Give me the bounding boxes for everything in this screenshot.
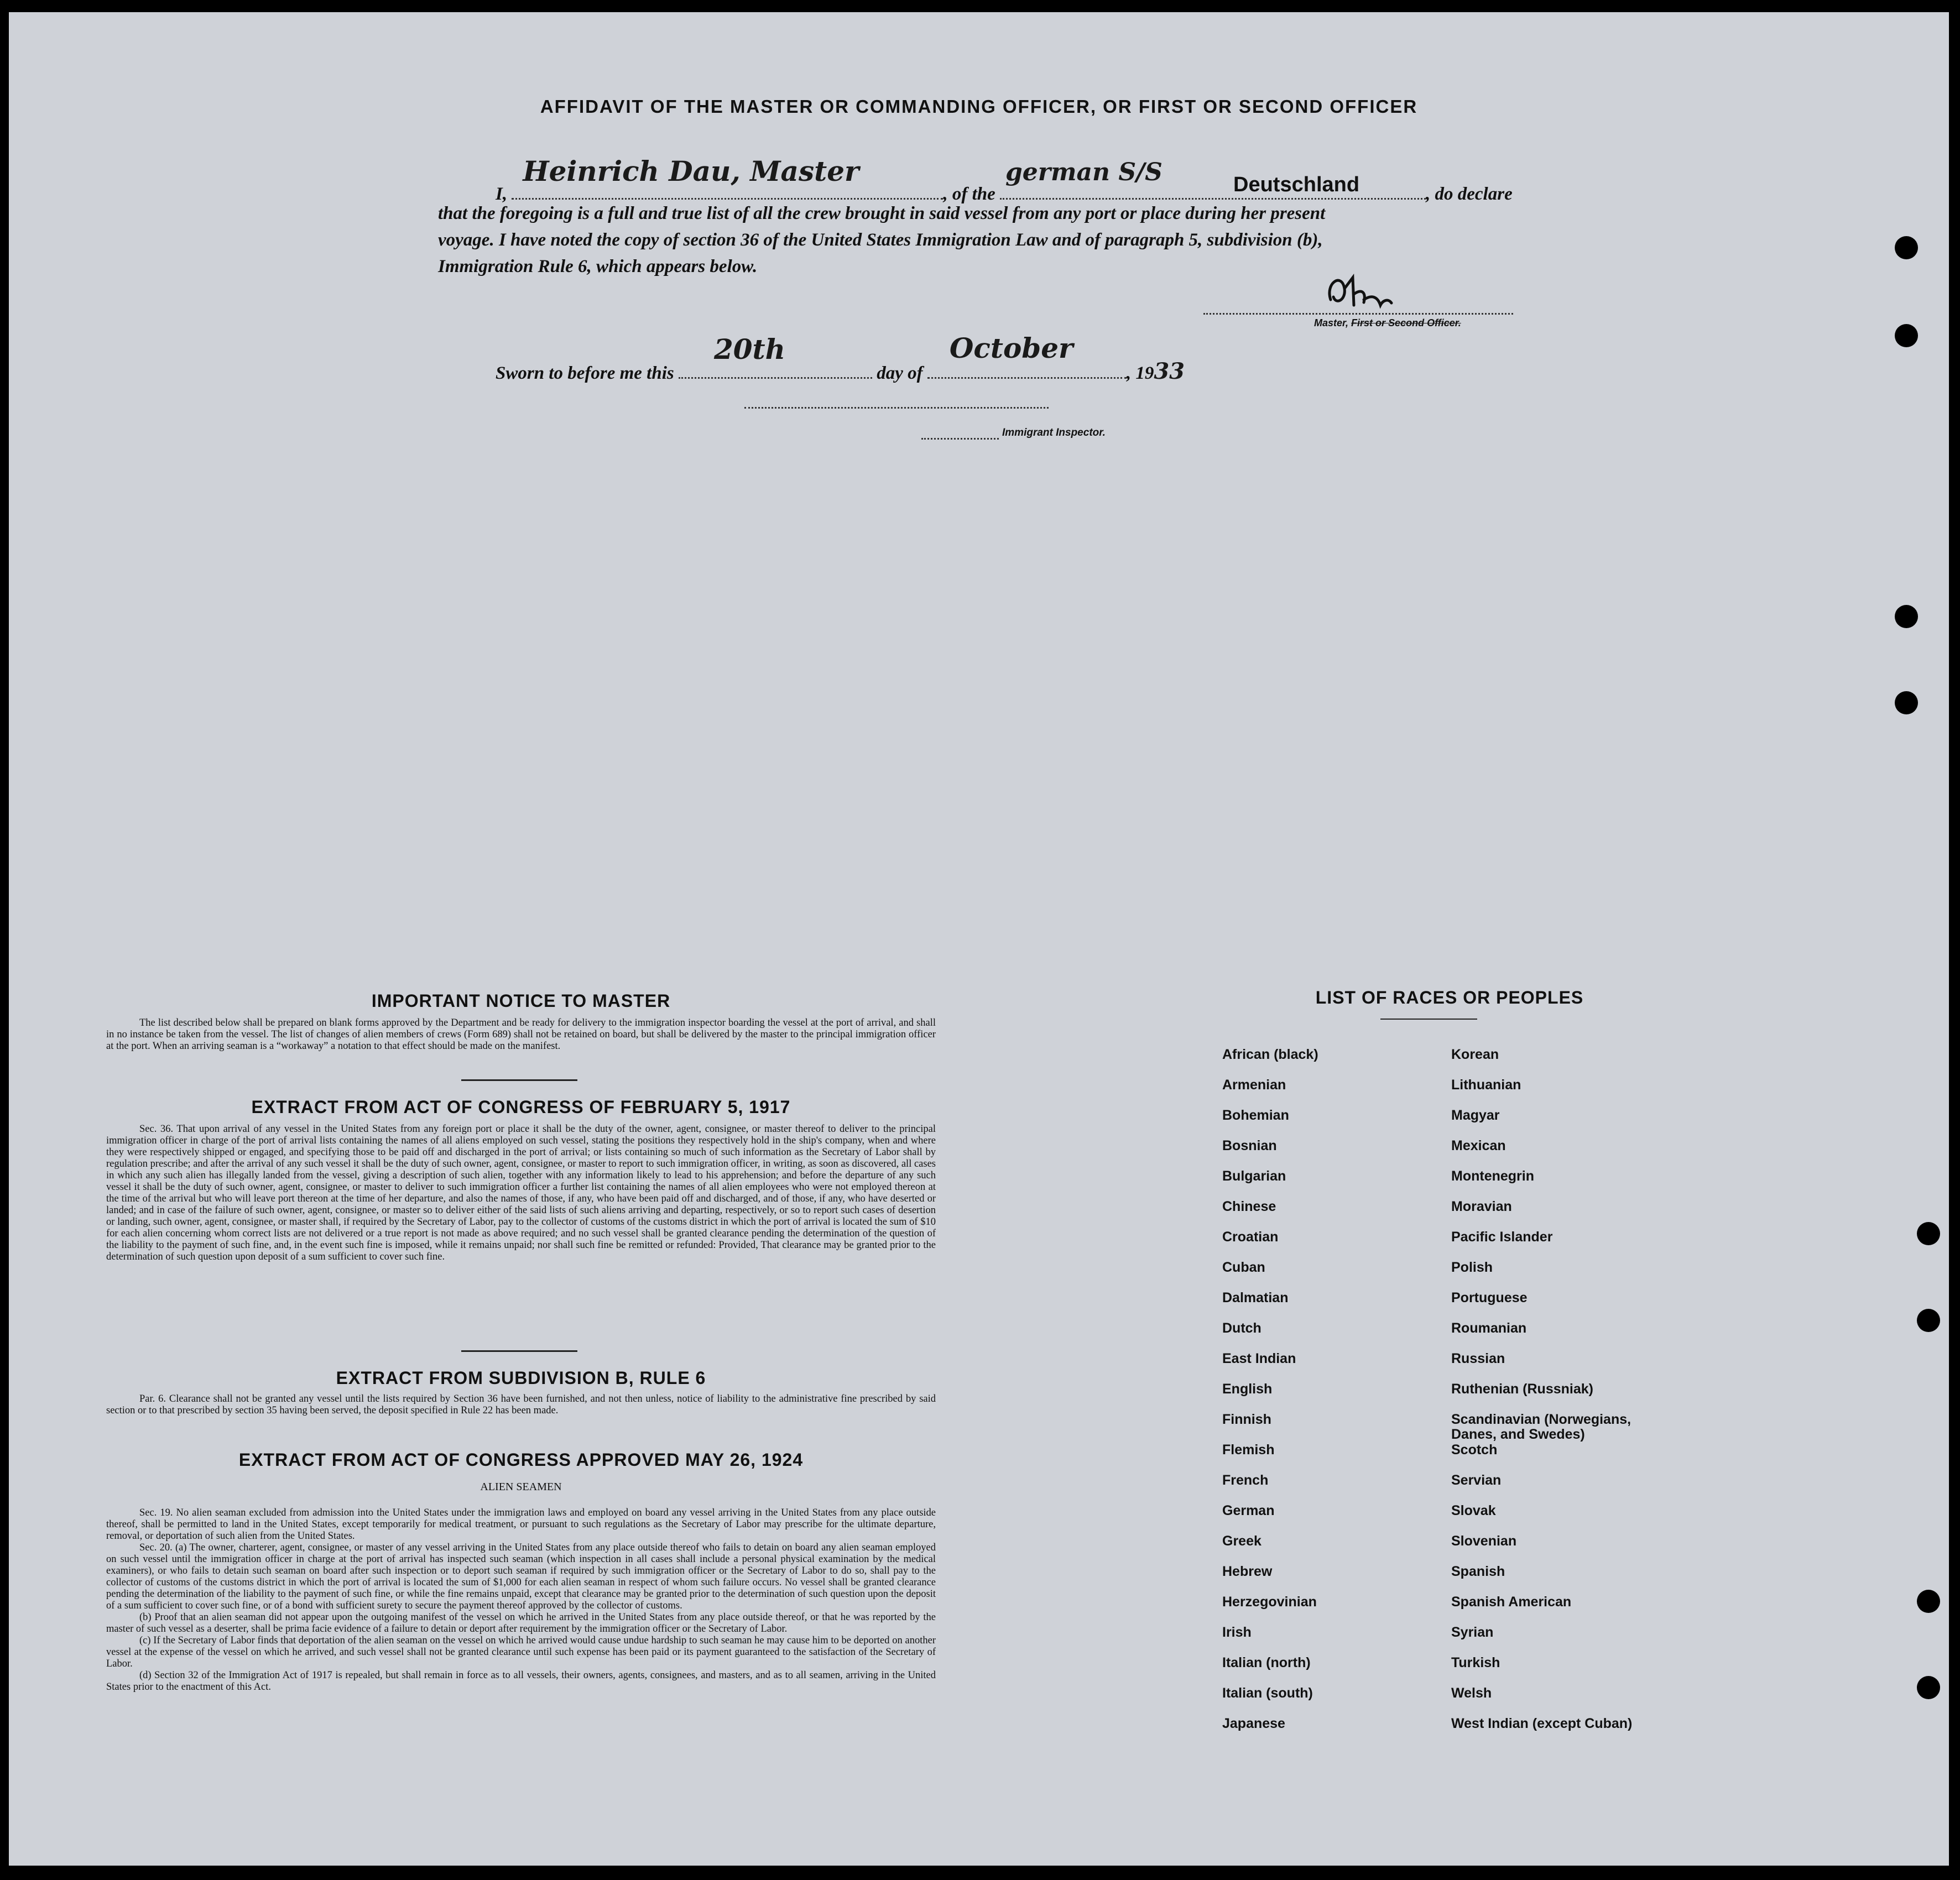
document-sheet xyxy=(9,12,1949,1866)
race-item: Russian xyxy=(1451,1351,1505,1366)
affidavit-line-4: Immigration Rule 6, which appears below. xyxy=(438,257,758,276)
master-name-handwriting: Heinrich Dau, Master xyxy=(523,155,859,187)
sworn-line xyxy=(496,332,1270,388)
race-item: Bosnian xyxy=(1222,1138,1277,1153)
extract-1917-title: EXTRACT FROM ACT OF CONGRESS OF FEBRUARY 5, 1917 xyxy=(251,1097,791,1117)
race-item: Spanish American xyxy=(1451,1594,1572,1610)
races-title-underline xyxy=(1380,1019,1477,1020)
divider xyxy=(461,1350,577,1352)
punch-hole xyxy=(1895,691,1918,714)
notice-paragraph: The list described below shall be prepared on blank forms approved by the Department and be ready for delivery to the immigration inspector boarding the vessel at the port of arrival, and shall in no instance be taken from the vessel. The list of changes of alien members of crews (Form 689) shall not be retained on board, but shall be delivered by the master to the principal immigration officer at the port. When an arriving seaman is a “workaway” a notation to that effect should be made on the manifest. xyxy=(106,1017,936,1052)
master-signature xyxy=(1320,267,1397,316)
race-item: Moravian xyxy=(1451,1199,1512,1214)
extract-1924-subtitle: ALIEN SEAMEN xyxy=(480,1481,562,1493)
extract-1924-sec20d: (d) Section 32 of the Immigration Act of 1917 is repealed, but shall remain in force as to all vessels, their owners, agents, consignees, and masters, and as to all seamen, arriving in the United States prior to the enactment of this Act. xyxy=(106,1670,936,1693)
race-item: Bulgarian xyxy=(1222,1168,1286,1184)
punch-hole xyxy=(1895,236,1918,259)
race-item: Dalmatian xyxy=(1222,1290,1289,1305)
extract-rule6-title: EXTRACT FROM SUBDIVISION B, RULE 6 xyxy=(336,1368,706,1388)
caption-struck-officer: First or Second Officer. xyxy=(1351,317,1461,328)
inspector-caption-leader xyxy=(921,438,999,440)
extract-1924-sec20a: Sec. 20. (a) The owner, charterer, agent, consignee, or master of any vessel arriving in the United States from any place outside thereof who fails to detain on board any alien seaman employed on such vessel until the immigration officer in charge at the port of arrival has inspected such seaman (which inspection in all cases shall include a personal physical examination by the medical examiners), or who fails to detain such seaman on board after such inspection or to deport such seaman if required by such immigration officer or the Secretary of Labor to do so, shall pay to the collector of customs of the customs district in which the port of arrival is located the sum of $1,000 for each alien seaman in respect of whom such failure occurs. No vessel shall be granted clearance pending the determination of the liability to the payment of such fine, or while the fine remains unpaid, except that clearance may be granted prior to the determination of such question upon the deposit of a sum sufficient to cover such fine, or of a bond with sufficient surety to secure the payment thereof approved by the collector of customs. xyxy=(106,1542,936,1611)
race-item: Chinese xyxy=(1222,1199,1276,1214)
punch-hole xyxy=(1895,605,1918,628)
race-item: Bohemian xyxy=(1222,1108,1289,1123)
race-item: Polish xyxy=(1451,1260,1493,1275)
race-item: Herzegovinian xyxy=(1222,1594,1317,1610)
affidavit-line-3: voyage. I have noted the copy of section 36 of the United States Immigration Law and of paragraph 5, subdivision (b), xyxy=(438,230,1323,250)
sworn-month-field xyxy=(927,332,1127,379)
notice-title: IMPORTANT NOTICE TO MASTER xyxy=(371,991,671,1011)
race-item: Cuban xyxy=(1222,1260,1265,1275)
divider xyxy=(461,1079,577,1081)
race-item: Montenegrin xyxy=(1451,1168,1534,1184)
race-item: Magyar xyxy=(1451,1108,1500,1123)
race-item: Hebrew xyxy=(1222,1564,1273,1579)
race-item: Syrian xyxy=(1451,1625,1494,1640)
sworn-year-handwriting: 33 xyxy=(1154,358,1185,384)
race-item: Greek xyxy=(1222,1533,1262,1549)
race-item: Italian (south) xyxy=(1222,1685,1313,1701)
extract-1917-paragraph: Sec. 36. That upon arrival of any vessel in the United States from any foreign port or place it shall be the duty of the owner, agent, consignee, or master thereof to deliver to the principal immigration officer in charge of the port of arrival lists containing the names of all aliens employed on such vessel, stating the positions they respectively hold in the ship's company, when and where they were respectively shipped or engaged, and specifying those to be paid off and discharged in the port of arrival; or lists containing so much of such information as the Secretary of Labor shall by regulation prescribe; and after the arrival of any such vessel it shall be the duty of such owner, agent, consignee, or master to report to such immigration officer, in writing, as soon as discovered, all cases in which any such alien has illegally landed from the vessel, giving a description of such alien, together with any information likely to lead to his apprehension; and before the departure of any such vessel it shall be the duty of such owner, agent, consignee, or master to deliver to such immigration officer a further list containing the names of all alien employees who were not employed thereon at the time of the arrival but who will leave port thereon at the time of her departure, and also the names of those, if any, who have been paid off and discharged, and of those, if any, who have deserted or landed; and in case of the failure of such owner, agent, consignee, or master so to deliver either of the said lists of such aliens arriving and departing, respectively, or so to report such cases of desertion or landing, such owner, agent, consignee, or master shall, if required by the Secretary of Labor, pay to the collector of customs of the customs district in which the port of arrival is located the sum of $10 for each alien concerning whom correct lists are not delivered or a true report is not made as above required; and no such vessel shall be granted clearance pending the determination of the question of the liability to the payment of such fine, and, in the event such fine is imposed, while it remains unpaid; nor shall such fine be remitted or refunded: Provided, That clearance may be granted prior to the determination of such question upon deposit of a sum sufficient to cover such fine. xyxy=(106,1124,936,1262)
race-item: African (black) xyxy=(1222,1047,1318,1062)
affidavit-title: AFFIDAVIT OF THE MASTER OR COMMANDING OFFICER, OR FIRST OR SECOND OFFICER xyxy=(540,96,1418,117)
race-item: Slovak xyxy=(1451,1503,1496,1518)
signature-caption xyxy=(1314,317,1461,329)
extract-1924-sec20b: (b) Proof that an alien seaman did not appear upon the outgoing manifest of the vessel on which he arrived in the United States from any place outside thereof, or that he was reported by the master of such vessel as a deserter, shall be prima facie evidence of a failure to detain or deport after requirement by the immigration officer or the Secretary of Labor. xyxy=(106,1612,936,1634)
vessel-name-stamp: Deutschland xyxy=(1233,173,1360,196)
day-of-label: day of xyxy=(877,363,923,383)
race-item: Italian (north) xyxy=(1222,1655,1311,1670)
race-item: East Indian xyxy=(1222,1351,1296,1366)
vessel-nationality-handwriting: german S/S xyxy=(1005,158,1163,186)
extract-rule6-paragraph: Par. 6. Clearance shall not be granted any vessel until the lists required by Section 36 have been furnished, and not then unless, notice of liability to the administrative fine prescribed by said section or to that prescribed by section 35 having been served, the deposit specified in Rule 22 has been made. xyxy=(106,1393,936,1416)
sworn-day-field xyxy=(679,333,872,379)
affidavit-line-2: that the foregoing is a full and true list of all the crew brought in said vessel from any port or place during her present xyxy=(438,203,1326,223)
race-item: Lithuanian xyxy=(1451,1077,1521,1093)
master-name-field xyxy=(512,155,943,200)
sworn-month-handwriting: October xyxy=(949,332,1073,364)
punch-hole xyxy=(1895,324,1918,347)
race-item: Portuguese xyxy=(1451,1290,1528,1305)
race-item: Croatian xyxy=(1222,1229,1279,1245)
race-item: Flemish xyxy=(1222,1442,1275,1458)
i-label: I, xyxy=(496,184,508,204)
race-item: Roumanian xyxy=(1451,1320,1527,1336)
race-item: Japanese xyxy=(1222,1716,1285,1731)
race-item: Spanish xyxy=(1451,1564,1505,1579)
vessel-field xyxy=(1000,158,1426,200)
sworn-day-handwriting: 20th xyxy=(713,333,785,365)
race-item: Scotch xyxy=(1451,1442,1498,1458)
do-declare-label: , do declare xyxy=(1426,184,1513,204)
of-the-label: , of the xyxy=(943,184,995,204)
race-item: German xyxy=(1222,1503,1275,1518)
races-title: LIST OF RACES OR PEOPLES xyxy=(1315,988,1584,1007)
extract-1924-title: EXTRACT FROM ACT OF CONGRESS APPROVED MAY 26, 1924 xyxy=(238,1450,804,1470)
extract-1924-body xyxy=(106,1507,936,1693)
race-item: Ruthenian (Russniak) xyxy=(1451,1381,1593,1397)
race-item: Turkish xyxy=(1451,1655,1500,1670)
notice-body xyxy=(106,1017,936,1052)
extract-1917-body xyxy=(106,1124,936,1263)
punch-hole xyxy=(1917,1676,1940,1699)
race-item: Welsh xyxy=(1451,1685,1492,1701)
inspector-caption: Immigrant Inspector. xyxy=(1002,427,1106,438)
race-item: West Indian (except Cuban) xyxy=(1451,1716,1633,1731)
extract-1924-sec20c: (c) If the Secretary of Labor finds that deportation of the alien seaman on the vessel on which he arrived would cause undue hardship to such seaman he may cause him to be deported on another vessel at the expense of the vessel on which he arrived, and such vessel shall not be granted clearance until such expense has been paid or its payment guaranteed to the satisfaction of the Secretary of Labor. xyxy=(106,1635,936,1669)
race-item: English xyxy=(1222,1381,1273,1397)
inspector-signature-line xyxy=(744,407,1049,409)
race-item: Korean xyxy=(1451,1047,1499,1062)
punch-hole xyxy=(1917,1222,1940,1245)
race-item: Scandinavian (Norwegians, Danes, and Swedes) xyxy=(1451,1412,1631,1442)
race-item: Mexican xyxy=(1451,1138,1506,1153)
punch-hole xyxy=(1917,1590,1940,1613)
race-item: Pacific Islander xyxy=(1451,1229,1553,1245)
sworn-label: Sworn to before me this xyxy=(496,363,674,383)
race-item: Irish xyxy=(1222,1625,1252,1640)
race-item: Slovenian xyxy=(1451,1533,1517,1549)
race-item: Finnish xyxy=(1222,1412,1271,1427)
race-item: Servian xyxy=(1451,1472,1502,1488)
caption-master: Master, xyxy=(1314,317,1352,328)
race-item: French xyxy=(1222,1472,1269,1488)
punch-hole xyxy=(1917,1309,1940,1332)
race-item: Dutch xyxy=(1222,1320,1262,1336)
extract-rule6-body xyxy=(106,1393,936,1417)
year-prefix: , 19 xyxy=(1126,363,1154,383)
extract-1924-sec19: Sec. 19. No alien seaman excluded from admission into the United States under the immigration laws and employed on board any vessel arriving in the United States from any place outside thereof, shall be permitted to land in the United States, except temporarily for medical treatment, or pursuant to such regulations as the Secretary of Labor may prescribe for the ultimate departure, removal, or deportation of such alien from the United States. xyxy=(106,1507,936,1542)
race-item: Armenian xyxy=(1222,1077,1286,1093)
